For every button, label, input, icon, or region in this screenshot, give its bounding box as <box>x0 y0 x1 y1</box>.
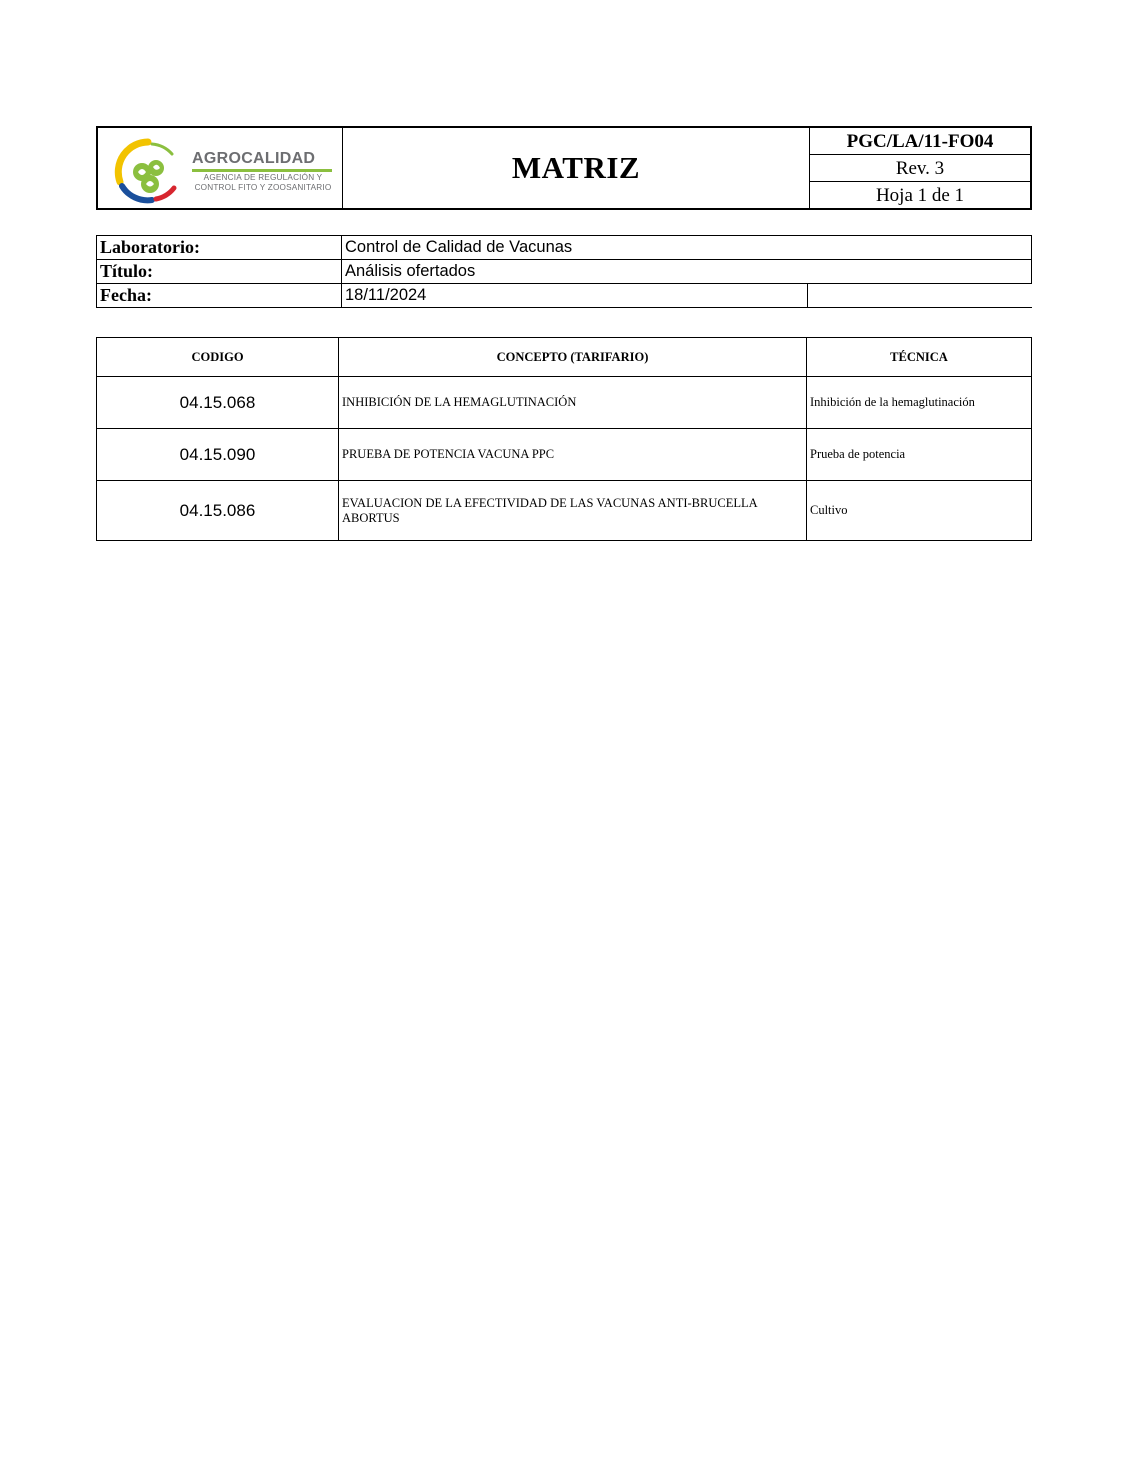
header-codigo: CODIGO <box>97 338 339 377</box>
table-row <box>97 377 1032 429</box>
fecha-value: 18/11/2024 <box>342 284 808 308</box>
document-title: MATRIZ <box>511 150 641 185</box>
logo-cell <box>98 128 343 208</box>
row-concepto: EVALUACION DE LA EFECTIVIDAD DE LAS VACUNAS ANTI-BRUCELLA ABORTUS <box>339 481 807 541</box>
row-tecnica: Inhibición de la hemaglutinación <box>807 377 1032 429</box>
header-concepto: CONCEPTO (TARIFARIO) <box>339 338 807 377</box>
laboratorio-value: Control de Calidad de Vacunas <box>342 236 1032 260</box>
table-header-row <box>97 338 1032 377</box>
analysis-table <box>96 337 1032 541</box>
logo-text <box>192 150 334 193</box>
row-codigo: 04.15.090 <box>97 429 339 481</box>
row-codigo: 04.15.086 <box>97 481 339 541</box>
header-tecnica: TÉCNICA <box>807 338 1032 377</box>
row-codigo: 04.15.068 <box>97 377 339 429</box>
logo-subtitle-line2: CONTROL FITO Y ZOOSANITARIO <box>194 183 332 192</box>
document-meta <box>810 128 1030 208</box>
agrocalidad-logo-icon <box>112 138 184 204</box>
table-row <box>97 429 1032 481</box>
logo-brand: AGROCALIDAD <box>192 150 316 167</box>
document-revision: Rev. 3 <box>810 155 1030 182</box>
info-row-titulo <box>97 260 1032 284</box>
laboratorio-label: Laboratorio: <box>97 236 342 260</box>
row-concepto: INHIBICIÓN DE LA HEMAGLUTINACIÓN <box>339 377 807 429</box>
row-concepto: PRUEBA DE POTENCIA VACUNA PPC <box>339 429 807 481</box>
document-header <box>96 126 1032 210</box>
document-page: Hoja 1 de 1 <box>875 185 965 206</box>
logo-brand-underline <box>192 169 332 172</box>
info-table <box>96 235 1032 308</box>
table-row <box>97 481 1032 541</box>
fecha-label: Fecha: <box>97 284 342 308</box>
fecha-empty-cell <box>807 284 1032 308</box>
row-tecnica: Cultivo <box>807 481 1032 541</box>
info-row-laboratorio <box>97 236 1032 260</box>
titulo-value: Análisis ofertados <box>342 260 1032 284</box>
logo-subtitle-line1: AGENCIA DE REGULACIÓN Y <box>203 173 323 182</box>
row-tecnica: Prueba de potencia <box>807 429 1032 481</box>
title-cell <box>343 128 810 208</box>
document-code: PGC/LA/11-FO04 <box>810 128 1030 155</box>
titulo-label: Título: <box>97 260 342 284</box>
info-row-fecha <box>97 284 1032 308</box>
